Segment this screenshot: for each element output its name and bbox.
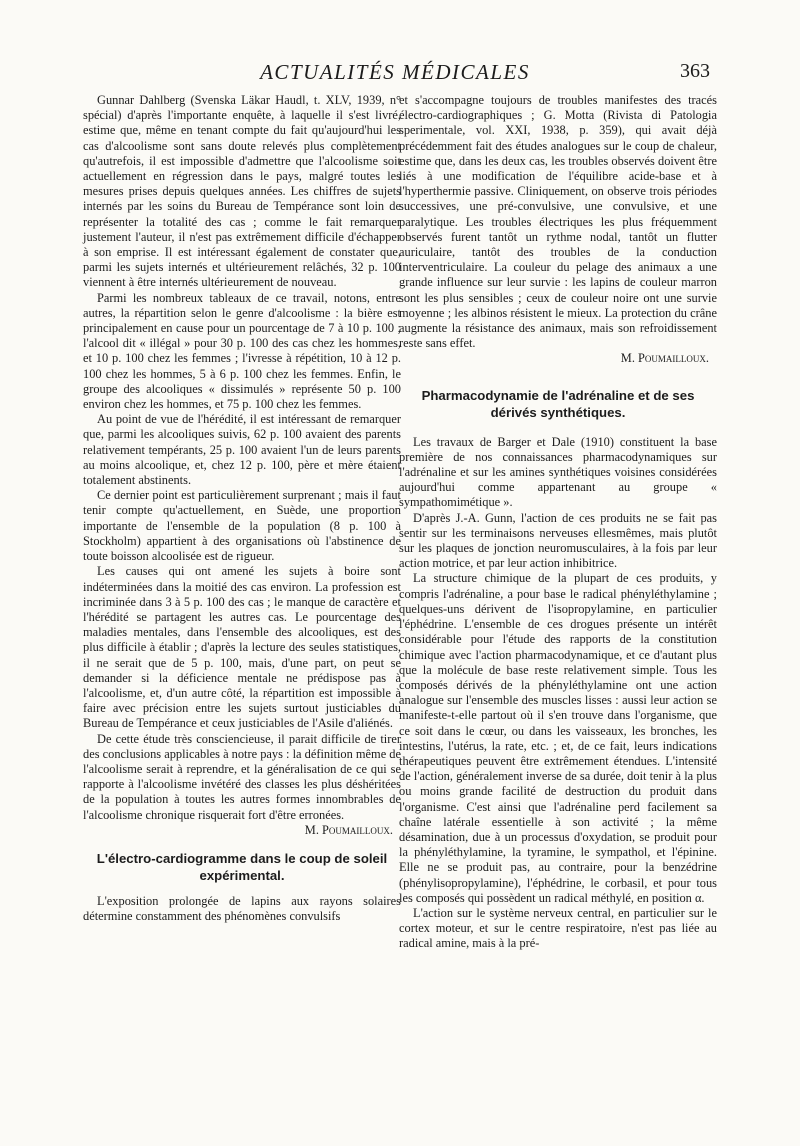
paragraph: et s'accompagne toujours de troubles manifestes des tracés électro-cardiographiques ; G. Motta (Rivista di Patologia sperimentale, vol. XXI, 1938, p. 359), qui avait déjà précédemment fait des études analogues sur le coup de chaleur, estime que, dans les deux cas, les troubles observés doivent être liés à une modification de l'équilibre acide-base et à l'hyperthermie passive. Cliniquement, on observe trois périodes successives, une pré-convulsive, une convulsive, et une paralytique. Les troubles électriques les plus fréquemment observés furent tantôt un rythme nodal, tantôt un flutter auriculaire, tantôt des troubles de la conduction interventriculaire. La couleur du pelage des animaux a une grande influence sur leur survie : les lapins de couleur marron sont les plus sensibles ; ceux de couleur noire ont une survie moyenne ; les albinos résistent le mieux. La protection du crâne augmente la résistance des animaux, mais son refroidissement reste sans effet. xyxy=(399,93,717,351)
paragraph: Gunnar Dahlberg (Svenska Läkar Haudl, t. XLV, 1939, n° spécial) d'après l'importante enquête, à laquelle il s'est livré, estime que, même en tenant compte du fait qu'aujourd'hui les cas d'alcoolisme sont sans doute relevés plus complètement qu'autrefois, il est impossible d'admettre que l'alcoolisme soit actuellement en régression dans le pays, malgré toutes les mesures prises depuis quelques années. Les chiffres de sujets internés par les soins du Bureau de Tempérance sont loin de représenter la totalité des cas ; comme le fait remarquer justement l'auteur, il n'est pas extrêmement difficile d'échapper à son emprise. Il est intéressant également de constater que, parmi les sujets internés et ultérieurement relâchés, 32 p. 100 viennent à être internés ultérieurement de nouveau. xyxy=(83,93,401,290)
right-column xyxy=(399,93,717,952)
paragraph: De cette étude très consciencieuse, il parait difficile de tirer des conclusions applicables à notre pays : la définition même de l'alcoolisme serait à reprendre, et la généralisation de ce qui se rapporte à l'alcoolisme invétéré des classes les plus déshéritées de la population à toutes les autres formes innombrables de l'alcoolisme chronique risquerait fort d'être erronées. xyxy=(83,731,401,822)
section-title: Pharmacodynamie de l'adrénaline et de ses dérivés synthétiques. xyxy=(421,387,695,420)
paragraph: Les causes qui ont amené les sujets à boire sont indéterminées dans la moitié des cas environ. La profession est incriminée dans 3 à 5 p. 100 des cas ; le manque de caractère et l'hérédité se partagent les autres cas. Le pourcentage des maladies mentales, dans l'ensemble des alcooliques, est des plus difficile à établir ; d'après la lecture des seules statistiques, il ne serait que de 5 p. 100, mais, d'une part, on peut se demander si la déficience mentale ne prédispose pas à l'alcoolisme, et, d'un autre côté, la répartition est impossible à faire avec précision entre les sujets surtout justiciables du Bureau de Tempérance et ceux justiciables de l'Asile d'aliénés. xyxy=(83,564,401,731)
paragraph: La structure chimique de la plupart de ces produits, y compris l'adrénaline, a pour base le radical phényléthylamine ; quelques-uns dérivent de l'isopropylamine, en particulier l'éphédrine. L'ensemble de ces drogues présente un intérêt considérable pour l'étude des rapports de la constitution chimique avec l'action pharmacodynamique, et ce d'autant plus que la molécule de base reste relativement simple. Tous les composés dérivés de la phényléthylamine ont une action analogue sur l'ensemble des muscles lisses : aussi leur action se manifeste-t-elle partout où il s'en trouve dans l'organisme, que ce soit dans le cœur, ou dans les vaisseaux, les bronches, les intestins, l'utérus, la rate, etc. ; et, de ce fait, leurs indications thérapeutiques peuvent être extrêmement étendues. L'intensité de l'action, généralement inverse de sa durée, doit tenir à la plus ou moins grande facilité de destruction du produit dans l'organisme. C'est ainsi que l'adrénaline perd facilement sa chaîne latérale essentielle à son activité ; la même désamination, due à un processus d'oxydation, se produit pour la phényléthylamine, la tyramine, le sympathol, et l'épinine. Elle ne se produit pas, au contraire, pour la benzédrine (phénylisopropylamine), l'éphédrine, le corbasil, et pour tous les composés qui possèdent un radical méthylé, en position α. xyxy=(399,571,717,905)
author-signature: M. Poumailloux. xyxy=(620,351,709,366)
left-column xyxy=(83,93,401,924)
paragraph: D'après J.-A. Gunn, l'action de ces produits ne se fait pas sentir sur les terminaisons nerveuses ellesmêmes, mais plutôt sur les plaques de jonction neuromusculaires, à la fois par leur action motrice, et par leur action inhibitrice. xyxy=(399,510,717,571)
paragraph: L'action sur le système nerveux central, en particulier sur le cortex moteur, et sur le centre respiratoire, n'est pas liée au radical amine, mais à la pré- xyxy=(399,905,717,951)
paragraph: Ce dernier point est particulièrement surprenant ; mais il faut tenir compte qu'actuellement, en Suède, une proportion importante de l'ensemble de la population (8 p. 100 à Stockholm) appartient à des organisations où l'abstinence de toute boisson alcoolisée est de rigueur. xyxy=(83,488,401,564)
paragraph: L'exposition prolongée de lapins aux rayons solaires détermine constamment des phénomènes convulsifs xyxy=(83,893,401,924)
running-title: ACTUALITÉS MÉDICALES xyxy=(260,60,530,84)
section-title: L'électro-cardiogramme dans le coup de soleil expérimental. xyxy=(96,850,388,883)
paragraph: Les travaux de Barger et Dale (1910) constituent la base première de nos connaissances pharmacodynamiques sur l'adrénaline et sur les amines synthétiques voisines considérées aujourd'hui comme appartenant au groupe « sympathomimétique ». xyxy=(399,434,717,510)
paragraph: Au point de vue de l'hérédité, il est intéressant de remarquer que, parmi les alcooliques suivis, 62 p. 100 avaient des parents relativement tempérants, 25 p. 100 avaient l'un de leurs parents au moins alcoolique, et, chez 12 p. 100, père et mère étaient totalement abstinents. xyxy=(83,412,401,488)
paragraph: Parmi les nombreux tableaux de ce travail, notons, entre autres, la répartition selon le genre d'alcoolisme : la bière est principalement en cause pour un pourcentage de 7 à 10 p. 100 ; l'alcool dit « illégal » pour 30 p. 100 des cas chez les hommes, et 10 p. 100 chez les femmes ; l'ivresse à répétition, 10 à 12 p. 100 chez les hommes, 5 à 6 p. 100 chez les femmes. Enfin, le groupe des alcooliques « dissimulés » représente 50 p. 100 environ chez les hommes, et 75 p. 100 chez les femmes. xyxy=(83,290,401,412)
author-signature: M. Poumailloux. xyxy=(304,822,393,837)
page-number: 363 xyxy=(680,60,710,82)
